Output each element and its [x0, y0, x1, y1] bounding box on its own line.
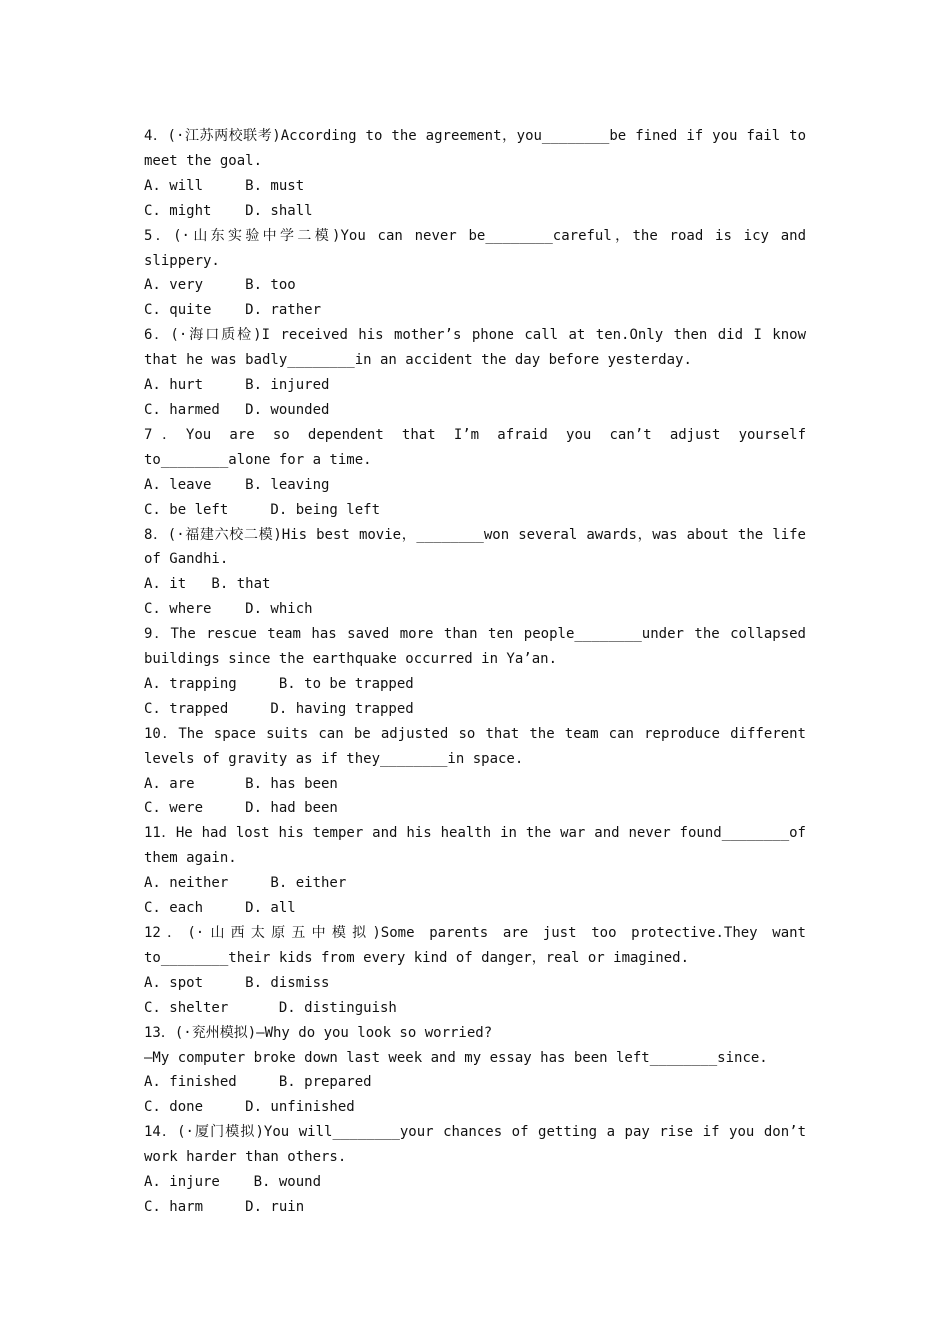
question-stem: 6．(·海口质检)I received his mother’s phone call at ten.Only then did I know that he was badly________in an accident the day before yesterday. — [144, 327, 806, 369]
options-row-cd: C. might D. shall — [144, 202, 313, 219]
options-row-cd: C. harm D. ruin — [144, 1198, 305, 1215]
options-row-cd: C. were D. had been — [144, 800, 338, 817]
question-9 — [144, 622, 806, 722]
options-row-cd: C. each D. all — [144, 900, 296, 917]
question-stem: 9．The rescue team has saved more than ten people________under the collapsed buildings since the earthquake occurred in Ya’an. — [144, 626, 806, 668]
options-row-ab: A. hurt B. injured — [144, 377, 330, 394]
options-row-ab: A. neither B. either — [144, 875, 347, 892]
question-stem: 4．(·江苏两校联考)According to the agreement，you________be fined if you fail to meet the goal. — [144, 128, 806, 169]
question-stem: 5．(·山东实验中学二模)You can never be________careful，the road is icy and slippery. — [144, 227, 806, 269]
options-row-cd: C. harmed D. wounded — [144, 401, 330, 418]
question-4 — [144, 124, 806, 224]
question-stem: 7．You are so dependent that I’m afraid you can’t adjust yourself to________alone for a time. — [144, 426, 806, 468]
options-row-ab: A. it B. that — [144, 576, 271, 593]
question-14 — [144, 1120, 806, 1220]
options-row-cd: C. where D. which — [144, 601, 313, 618]
question-7 — [144, 423, 806, 523]
options-row-cd: C. trapped D. having trapped — [144, 700, 414, 717]
question-stem: 14．(·厦门模拟)You will________your chances of getting a pay rise if you don’t work harder than others. — [144, 1124, 806, 1166]
question-12 — [144, 921, 806, 1021]
question-stem: 12．(·山西太原五中模拟)Some parents are just too protective.They want to________their kids from every kind of danger，real or imagined. — [144, 925, 806, 966]
document-page — [144, 124, 806, 1220]
options-row-ab: A. spot B. dismiss — [144, 974, 330, 991]
question-stem: 11．He had lost his temper and his health in the war and never found________of them again. — [144, 825, 806, 867]
question-stem: 13．(·兖州模拟)—Why do you look so worried? —My computer broke down last week and my essay has been left________since. — [144, 1024, 768, 1066]
options-row-ab: A. trapping B. to be trapped — [144, 675, 414, 692]
options-row-cd: C. shelter D. distinguish — [144, 999, 397, 1016]
options-row-cd: C. done D. unfinished — [144, 1099, 355, 1116]
question-6 — [144, 323, 806, 423]
options-row-cd: C. quite D. rather — [144, 302, 322, 319]
options-row-ab: A. very B. too — [144, 277, 296, 294]
question-5 — [144, 224, 806, 324]
question-11 — [144, 821, 806, 921]
question-stem: 10．The space suits can be adjusted so that the team can reproduce different levels of gravity as if they________in space. — [144, 725, 806, 767]
options-row-cd: C. be left D. being left — [144, 501, 381, 518]
question-13 — [144, 1021, 806, 1121]
question-10 — [144, 722, 806, 822]
options-row-ab: A. are B. has been — [144, 775, 338, 792]
options-row-ab: A. injure B. wound — [144, 1174, 322, 1191]
options-row-ab: A. leave B. leaving — [144, 476, 330, 493]
options-row-ab: A. finished B. prepared — [144, 1074, 372, 1091]
question-8 — [144, 523, 806, 623]
options-row-ab: A. will B. must — [144, 177, 305, 194]
question-stem: 8．(·福建六校二模)His best movie，________won several awards，was about the life of Gandhi. — [144, 526, 806, 568]
